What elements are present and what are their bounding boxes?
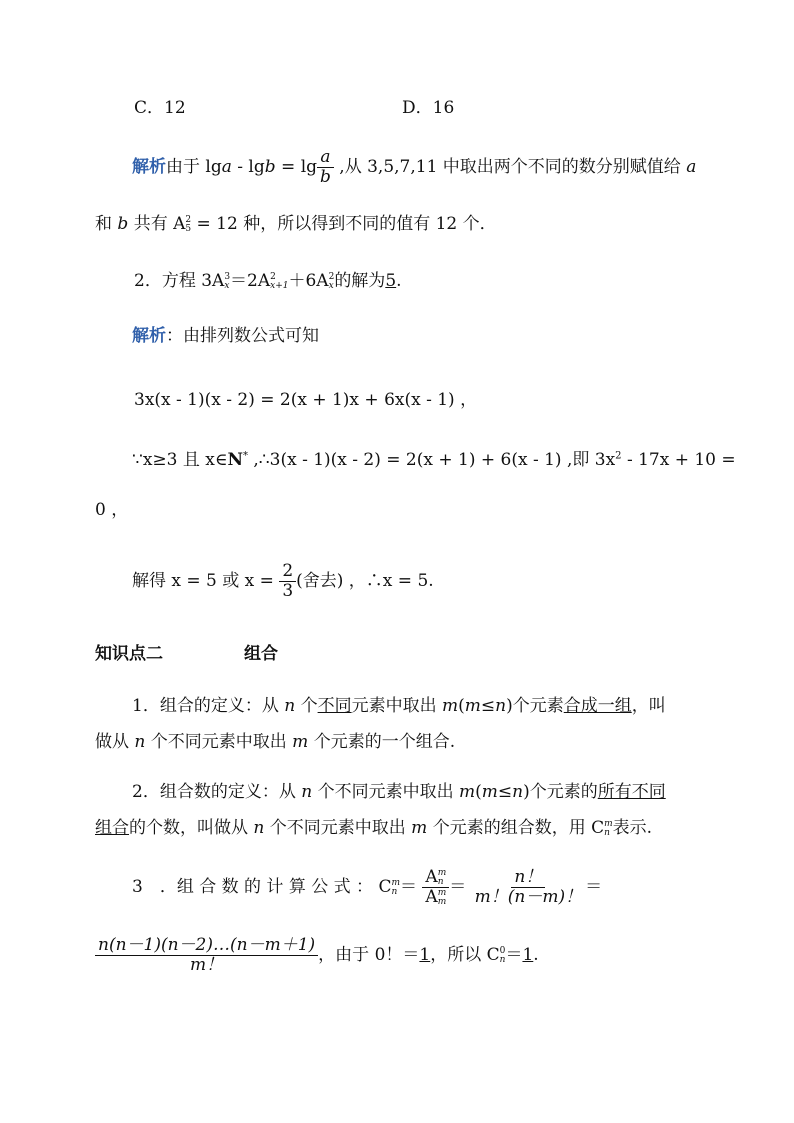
denominator bbox=[422, 888, 449, 907]
text: ≤ bbox=[497, 782, 513, 802]
solution-label: 解析 bbox=[132, 326, 166, 346]
answer: 合成一组 bbox=[563, 696, 632, 716]
sub: n bbox=[604, 827, 610, 838]
var: m bbox=[292, 732, 309, 752]
text: ：由排列数公式可知 bbox=[166, 326, 319, 346]
denominator: m！(n－m)！ bbox=[474, 887, 583, 907]
text: 由于 lg bbox=[166, 157, 222, 177]
sup: m bbox=[391, 877, 401, 888]
solution2-eq2-cont: 0 ， bbox=[95, 500, 129, 520]
solution2-eq3 bbox=[132, 562, 434, 601]
sub: n bbox=[437, 876, 444, 887]
text: ＝ bbox=[505, 945, 523, 965]
var: n bbox=[301, 782, 313, 802]
text: )个元素的 bbox=[523, 782, 598, 802]
section-topic: 组合 bbox=[244, 644, 278, 664]
text: - lg bbox=[231, 157, 265, 177]
sub: x bbox=[328, 280, 334, 291]
text: . bbox=[533, 945, 539, 965]
answer: 5 bbox=[385, 271, 397, 291]
text: 个元素的组合数，用 C bbox=[427, 818, 605, 838]
sup: 0 bbox=[499, 945, 506, 956]
answer: 不同 bbox=[317, 696, 352, 716]
sup: 3 bbox=[224, 271, 231, 282]
var: m bbox=[442, 696, 459, 716]
sup: m bbox=[604, 818, 613, 829]
text: C bbox=[378, 877, 392, 897]
sup-sub bbox=[270, 273, 288, 291]
text: 2．方程 3A bbox=[134, 271, 225, 291]
text: ＝ bbox=[585, 877, 603, 897]
text: ,∴3(x - 1)(x - 2) = 2(x + 1) + 6(x - 1) ,即 3x bbox=[248, 450, 616, 470]
text: ∵x≥3 且 x∈ bbox=[132, 450, 228, 470]
var: m bbox=[481, 782, 498, 802]
text: 共有 A bbox=[128, 214, 186, 234]
solution2-intro bbox=[132, 326, 319, 346]
text: 个元素的一个组合. bbox=[308, 732, 456, 752]
answer: 1 bbox=[419, 945, 431, 965]
text: 的解为 bbox=[334, 271, 386, 291]
var: n bbox=[134, 732, 146, 752]
var: b bbox=[117, 214, 129, 234]
text: ( bbox=[475, 782, 482, 802]
sup: 2 bbox=[615, 450, 622, 462]
var: n bbox=[512, 782, 524, 802]
text: ＝ bbox=[449, 877, 467, 897]
text: ＋6A bbox=[288, 271, 329, 291]
fraction-2-3 bbox=[279, 562, 296, 601]
text: 元素中取出 bbox=[351, 696, 442, 716]
answer: 1 bbox=[522, 945, 534, 965]
sub: x+1 bbox=[270, 280, 289, 291]
text: (舍去) ，∴x = 5. bbox=[296, 571, 434, 591]
denominator: b bbox=[320, 167, 331, 187]
formula-line1 bbox=[132, 868, 602, 907]
answer: 所有不同 bbox=[597, 782, 666, 802]
text: . bbox=[396, 271, 402, 291]
text: A bbox=[425, 867, 438, 887]
sup-sub bbox=[438, 889, 447, 907]
solution-label: 解析 bbox=[132, 157, 166, 177]
text: ，由于 0！＝ bbox=[318, 945, 420, 965]
text: 2．组合数的定义：从 bbox=[132, 782, 302, 802]
text: ＝ bbox=[400, 877, 418, 897]
option-c: C．12 bbox=[134, 98, 186, 118]
numerator: n(n－1)(n－2)…(n－m＋1) bbox=[95, 936, 318, 956]
sup-sub bbox=[391, 879, 400, 897]
var: m bbox=[459, 782, 476, 802]
set-n: N bbox=[227, 450, 243, 470]
text: ，叫 bbox=[631, 696, 666, 716]
text: = lg bbox=[275, 157, 318, 177]
solution1-line2 bbox=[95, 214, 497, 234]
sup: 2 bbox=[328, 271, 335, 282]
text: - 17x + 10 = bbox=[621, 450, 736, 470]
sup: 2 bbox=[270, 271, 276, 282]
sub: n bbox=[499, 954, 506, 965]
numerator: n！ bbox=[511, 868, 545, 888]
option-d: D．16 bbox=[402, 98, 455, 118]
sub: m bbox=[437, 896, 447, 907]
text: ,从 3,5,7,11 中取出两个不同的数分别赋值给 bbox=[333, 157, 687, 177]
sup: m bbox=[437, 867, 447, 878]
text: A bbox=[425, 887, 438, 907]
denominator: 3 bbox=[282, 581, 294, 601]
text: 1．组合的定义：从 bbox=[132, 696, 285, 716]
text: ( bbox=[458, 696, 465, 716]
sup: 2 bbox=[185, 214, 192, 225]
text: 的个数，叫做从 bbox=[129, 818, 254, 838]
text: = 12 种，所以得到不同的值有 12 个． bbox=[191, 214, 497, 234]
sub: 5 bbox=[185, 223, 192, 234]
text: 个不同元素中取出 bbox=[145, 732, 293, 752]
text: 解得 x = 5 或 x = bbox=[132, 571, 280, 591]
numerator: 2 bbox=[279, 562, 296, 582]
var: m bbox=[464, 696, 481, 716]
problem2 bbox=[134, 271, 402, 291]
sup-sub bbox=[438, 869, 447, 887]
sub: n bbox=[391, 886, 398, 897]
fraction-a-over-a bbox=[422, 868, 449, 907]
solution2-eq1: 3x(x - 1)(x - 2) = 2(x + 1)x + 6x(x - 1) ， bbox=[134, 390, 478, 410]
solution2-eq2 bbox=[132, 450, 736, 470]
var: b bbox=[264, 157, 276, 177]
def2-line1 bbox=[132, 782, 666, 802]
text: 做从 bbox=[95, 732, 135, 752]
var: n bbox=[253, 818, 265, 838]
var: a bbox=[221, 157, 232, 177]
var: n bbox=[284, 696, 296, 716]
numerator bbox=[422, 868, 449, 888]
sup: m bbox=[437, 887, 447, 898]
fraction-a-b bbox=[317, 148, 334, 187]
sup: * bbox=[243, 450, 248, 462]
section-title: 知识点二 bbox=[95, 644, 163, 664]
solution1-line1 bbox=[132, 148, 696, 187]
formula-line2 bbox=[95, 936, 539, 975]
fraction-product bbox=[95, 936, 318, 975]
numerator: a bbox=[317, 148, 333, 168]
fraction-factorial bbox=[472, 868, 585, 907]
text: 3 ．组 合 数 的 计 算 公 式 ： bbox=[132, 877, 374, 897]
sup-sub bbox=[604, 820, 613, 838]
text: ≤ bbox=[480, 696, 496, 716]
denominator: m！ bbox=[190, 955, 224, 975]
text: )个元素 bbox=[506, 696, 564, 716]
answer: 组合 bbox=[95, 818, 129, 838]
text: 个不同元素中取出 bbox=[312, 782, 459, 802]
text: ，所以 C bbox=[430, 945, 500, 965]
var: n bbox=[495, 696, 507, 716]
def1-line2 bbox=[95, 732, 455, 752]
text: ＝2A bbox=[230, 271, 271, 291]
var: m bbox=[411, 818, 428, 838]
text: 和 bbox=[95, 214, 118, 234]
text: 个不同元素中取出 bbox=[264, 818, 412, 838]
def2-line2 bbox=[95, 818, 652, 838]
var: a bbox=[686, 157, 697, 177]
text: 个 bbox=[295, 696, 318, 716]
sub: x bbox=[224, 280, 230, 291]
def1-line1 bbox=[132, 696, 666, 716]
text: 表示. bbox=[612, 818, 653, 838]
